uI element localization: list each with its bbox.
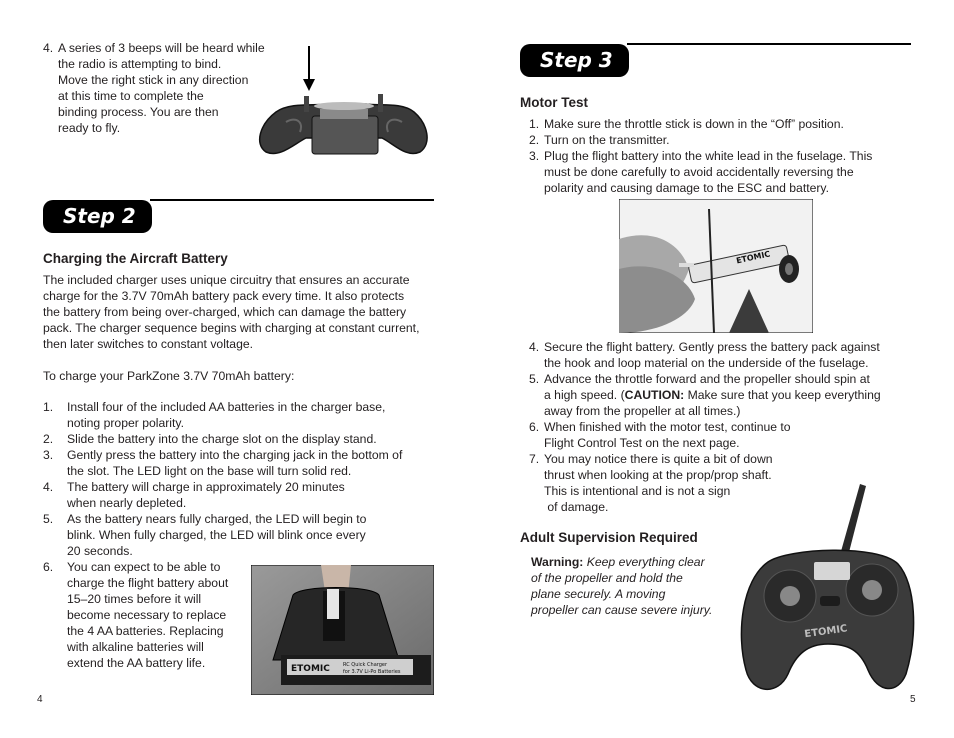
step-line <box>544 387 909 403</box>
transmitter-image <box>738 484 918 696</box>
step-number: 7. <box>529 452 540 466</box>
step-text: a high speed. ( <box>544 388 625 402</box>
step-line: charge the flight battery about <box>67 576 229 590</box>
step-number: 1. <box>43 400 54 414</box>
warning-line <box>531 570 731 586</box>
battery-plug-photo <box>619 199 813 333</box>
charger-brand-label: ETOMIC <box>291 664 330 674</box>
warning-text: of the propeller and hold the <box>531 571 683 585</box>
list-item <box>43 431 438 447</box>
transmitter-brand-label: ETOMIC <box>803 623 849 641</box>
step-line: thrust when looking at the prop/prop shaft. <box>544 468 772 482</box>
step-line: the slot. The LED light on the base will turn solid red. <box>67 464 352 478</box>
step-number: 3. <box>529 149 540 163</box>
list-item <box>529 419 909 451</box>
step-line: polarity and causing damage to the ESC and battery. <box>544 181 830 195</box>
step-number: 1. <box>529 117 540 131</box>
step-number: 4. <box>529 340 540 354</box>
step-line: the hook and loop material on the underside of the fuselage. <box>544 356 869 370</box>
paragraph-line: pack. The charger sequence begins with charging at constant current, <box>43 321 420 335</box>
step-number: 5. <box>529 372 540 386</box>
warning-text: plane securely. A moving <box>531 587 666 601</box>
step-line: When finished with the motor test, continue to <box>544 420 791 434</box>
bind-line: Move the right stick in any direction <box>58 73 249 87</box>
step-text: Make sure that you keep everything <box>684 388 881 402</box>
step2-badge <box>43 200 152 233</box>
step-line: Turn on the transmitter. <box>544 133 670 147</box>
step-line: of damage. <box>544 500 609 514</box>
caution-label: CAUTION: <box>624 388 685 402</box>
step-line: Slide the battery into the charge slot on the display stand. <box>67 432 377 446</box>
bind-step-number: 4. <box>43 41 54 55</box>
step-line: the 4 AA batteries. Replacing <box>67 624 224 638</box>
step-line: away from the propeller at all times.) <box>544 404 741 418</box>
warning-block <box>531 554 731 618</box>
battery-brand-label: ETOMIC <box>735 249 772 266</box>
step-line: must be done carefully to avoid accidentally reversing the <box>544 165 854 179</box>
step-line: The battery will charge in approximately 20 minutes <box>67 480 345 494</box>
step-line: Plug the flight battery into the white lead in the fuselage. This <box>544 149 873 163</box>
paragraph-line: the battery from being over-charged, which can damage the battery <box>43 305 407 319</box>
step-line: Make sure the throttle stick is down in the “Off” position. <box>544 117 844 131</box>
motor-test-heading: Motor Test <box>520 95 588 110</box>
step-line: Gently press the battery into the charging jack in the bottom of <box>67 448 403 462</box>
motor-steps-a <box>529 116 909 196</box>
step3-rule <box>627 43 911 45</box>
charger-model-label: RC Quick Charger <box>343 662 388 668</box>
charging-heading: Charging the Aircraft Battery <box>43 251 228 266</box>
step-line: 15–20 times before it will <box>67 592 202 606</box>
step3-badge <box>520 44 629 77</box>
warning-label: Warning: <box>531 555 584 569</box>
step-number: 2. <box>529 133 540 147</box>
list-item <box>43 479 438 511</box>
charger-spec-label: for 3.7V Li-Po Batteries <box>343 669 401 675</box>
bind-line: at this time to complete the <box>58 89 204 103</box>
step-number: 4. <box>43 480 54 494</box>
list-item <box>529 148 909 196</box>
step-number: 5. <box>43 512 54 526</box>
step-number: 6. <box>43 560 54 574</box>
step-line: extend the AA battery life. <box>67 656 206 670</box>
step-line: Advance the throttle forward and the propeller should spin at <box>544 372 870 386</box>
step2-rule <box>150 199 434 201</box>
step-line: become necessary to replace <box>67 608 227 622</box>
page-number-right: 5 <box>910 694 916 705</box>
paragraph-line: The included charger uses unique circuitry that ensures an accurate <box>43 273 410 287</box>
warning-text: Keep everything clear <box>583 555 705 569</box>
list-item <box>529 371 909 419</box>
warning-line <box>531 586 731 602</box>
bind-line: the radio is attempting to bind. <box>58 57 222 71</box>
arrow-down-icon <box>302 46 316 92</box>
step-line: Flight Control Test on the next page. <box>544 436 740 450</box>
warning-line <box>531 554 731 570</box>
step3-label: Step 3 <box>540 48 613 72</box>
list-item <box>43 399 438 431</box>
list-item <box>43 511 438 559</box>
list-item <box>43 447 438 479</box>
step-line: when nearly depleted. <box>67 496 187 510</box>
bind-step <box>43 40 283 136</box>
step2-label: Step 2 <box>63 204 136 228</box>
step-line: with alkaline batteries will <box>67 640 204 654</box>
step-line: You may notice there is quite a bit of down <box>544 452 773 466</box>
charging-paragraph <box>43 272 438 352</box>
page-number-left: 4 <box>37 694 43 705</box>
bind-line: binding process. You are then <box>58 105 219 119</box>
paragraph-line: then later switches to constant voltage. <box>43 337 254 351</box>
step-line: noting proper polarity. <box>67 416 184 430</box>
warning-line <box>531 602 731 618</box>
step-line: You can expect to be able to <box>67 560 221 574</box>
step-number: 2. <box>43 432 54 446</box>
bind-line: ready to fly. <box>58 121 121 135</box>
list-item <box>529 132 909 148</box>
step-number: 6. <box>529 420 540 434</box>
bind-line: A series of 3 beeps will be heard while <box>58 41 265 55</box>
step-line: 20 seconds. <box>67 544 133 558</box>
step-line: This is intentional and is not a sign <box>544 484 731 498</box>
step-line: Install four of the included AA batteries in the charger base, <box>67 400 386 414</box>
list-item <box>529 339 909 371</box>
transmitter-top-view-image <box>256 92 432 160</box>
step-number: 3. <box>43 448 54 462</box>
step-line: blink. When fully charged, the LED will blink once every <box>67 528 366 542</box>
warning-text: propeller can cause severe injury. <box>531 603 713 617</box>
charger-photo <box>251 565 434 695</box>
supervision-heading: Adult Supervision Required <box>520 530 698 545</box>
paragraph-line: charge for the 3.7V 70mAh battery pack every time. It also protects <box>43 289 405 303</box>
charging-intro: To charge your ParkZone 3.7V 70mAh battery: <box>43 369 295 383</box>
step-line: As the battery nears fully charged, the LED will begin to <box>67 512 367 526</box>
list-item <box>529 116 909 132</box>
step-line: Secure the flight battery. Gently press the battery pack against <box>544 340 880 354</box>
